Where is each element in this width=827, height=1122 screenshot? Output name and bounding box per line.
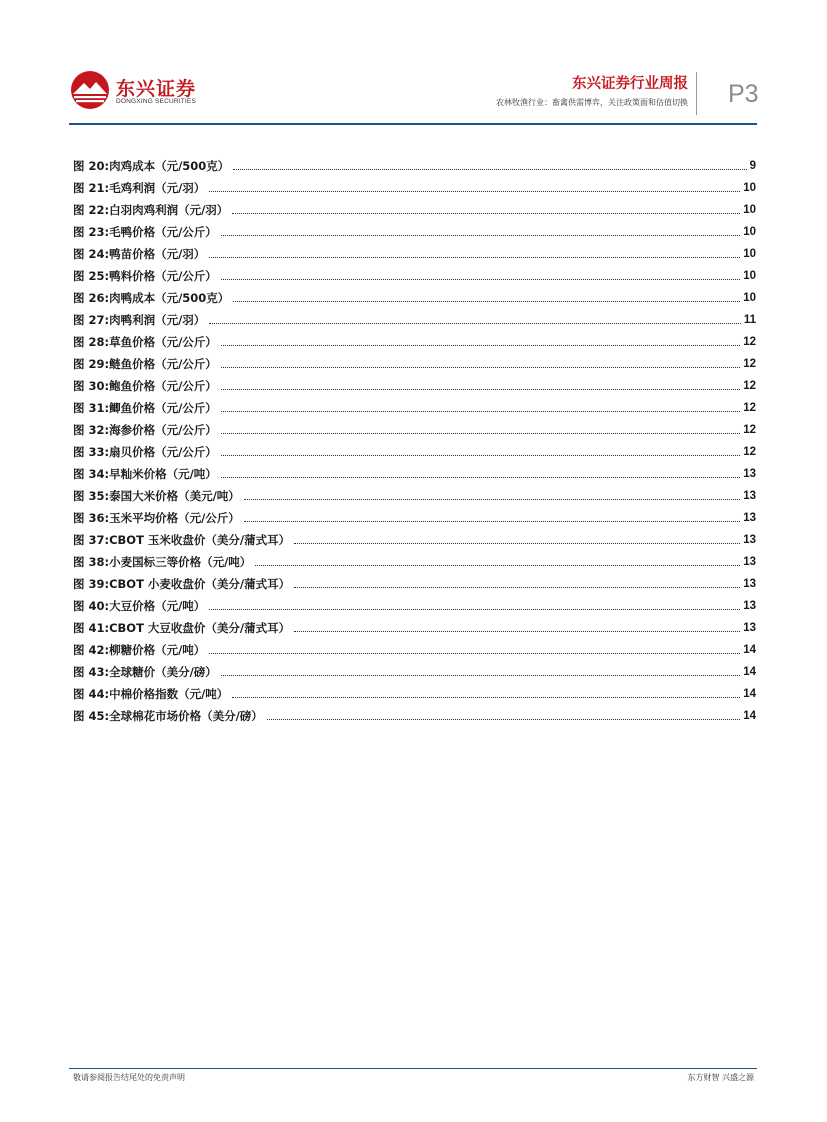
toc-dot-leader: [221, 234, 740, 236]
toc-entry-label: 图 30:鲍鱼价格（元/公斤）: [73, 379, 217, 393]
toc-entry[interactable]: [73, 261, 756, 283]
toc-entry-page: 12: [743, 402, 756, 414]
toc-entry-label: 图 33:扇贝价格（元/公斤）: [73, 445, 217, 459]
toc-entry[interactable]: [73, 525, 756, 547]
toc-dot-leader: [209, 256, 740, 258]
toc-entry[interactable]: [73, 547, 756, 569]
toc-entry[interactable]: [73, 393, 756, 415]
toc-entry-page: 10: [743, 182, 756, 194]
toc-dot-leader: [232, 212, 740, 214]
toc-entry[interactable]: [73, 591, 756, 613]
toc-dot-leader: [233, 168, 746, 170]
toc-dot-leader: [221, 432, 740, 434]
toc-dot-leader: [209, 322, 741, 324]
toc-dot-leader: [232, 696, 740, 698]
toc-entry[interactable]: [73, 569, 756, 591]
page-number: P3: [728, 80, 759, 108]
toc-entry-label: 图 20:肉鸡成本（元/500克）: [73, 159, 230, 173]
toc-entry-page: 10: [743, 248, 756, 260]
toc-entry-page: 12: [743, 424, 756, 436]
toc-entry-label: 图 42:柳糖价格（元/吨）: [73, 643, 206, 657]
footer-slogan: 东方财智 兴盛之源: [687, 1073, 754, 1082]
toc-entry-label: 图 25:鸭料价格（元/公斤）: [73, 269, 217, 283]
logo-text-en: DONGXING SECURITIES: [116, 98, 197, 105]
page-header: [0, 0, 827, 130]
toc-entry-label: 图 36:玉米平均价格（元/公斤）: [73, 511, 240, 525]
toc-entry-page: 9: [749, 160, 756, 172]
toc-entry[interactable]: [73, 503, 756, 525]
toc-entry-label: 图 22:白羽肉鸡利润（元/羽）: [73, 203, 229, 217]
toc-dot-leader: [294, 542, 740, 544]
logo-emblem-icon: [70, 70, 110, 110]
toc-dot-leader: [221, 344, 740, 346]
toc-entry-label: 图 34:早籼米价格（元/吨）: [73, 467, 217, 481]
toc-entry-label: 图 35:泰国大米价格（美元/吨）: [73, 489, 240, 503]
toc-entry-page: 12: [743, 358, 756, 370]
toc-entry[interactable]: [73, 657, 756, 679]
toc-entry-label: 图 40:大豆价格（元/吨）: [73, 599, 206, 613]
toc-entry-label: 图 44:中棉价格指数（元/吨）: [73, 687, 229, 701]
toc-dot-leader: [221, 388, 740, 390]
toc-entry[interactable]: [73, 635, 756, 657]
toc-entry-page: 12: [743, 336, 756, 348]
toc-entry[interactable]: [73, 349, 756, 371]
toc-entry[interactable]: [73, 415, 756, 437]
toc-dot-leader: [294, 630, 740, 632]
toc-dot-leader: [294, 586, 740, 588]
toc-dot-leader: [209, 190, 740, 192]
toc-entry-page: 14: [743, 644, 756, 656]
toc-entry-label: 图 29:鲢鱼价格（元/公斤）: [73, 357, 217, 371]
toc-entry-label: 图 37:CBOT 玉米收盘价（美分/蒲式耳）: [73, 533, 291, 547]
toc-entry[interactable]: [73, 151, 756, 173]
toc-entry[interactable]: [73, 327, 756, 349]
toc-dot-leader: [221, 674, 740, 676]
toc-dot-leader: [221, 410, 740, 412]
toc-entry-label: 图 32:海参价格（元/公斤）: [73, 423, 217, 437]
toc-dot-leader: [221, 366, 740, 368]
toc-dot-leader: [209, 608, 740, 610]
footer-rule: [69, 1068, 757, 1069]
toc-entry-label: 图 45:全球棉花市场价格（美分/磅）: [73, 709, 263, 723]
toc-entry-label: 图 23:毛鸭价格（元/公斤）: [73, 225, 217, 239]
toc-entry[interactable]: [73, 459, 756, 481]
toc-entry-page: 10: [743, 204, 756, 216]
toc-entry[interactable]: [73, 679, 756, 701]
toc-entry-page: 13: [743, 556, 756, 568]
report-subtitle: 农林牧渔行业：畜禽供需博弈，关注政策面和估值切换: [496, 98, 688, 107]
toc-entry-page: 13: [743, 600, 756, 612]
toc-entry-page: 10: [743, 292, 756, 304]
toc-entry-label: 图 28:草鱼价格（元/公斤）: [73, 335, 217, 349]
toc-entry-page: 14: [743, 666, 756, 678]
footer-disclaimer: 敬请参阅报告结尾处的免责声明: [73, 1073, 185, 1082]
toc-entry-page: 13: [743, 622, 756, 634]
toc-entry[interactable]: [73, 701, 756, 723]
toc-entry-page: 13: [743, 578, 756, 590]
toc-dot-leader: [244, 520, 740, 522]
toc-dot-leader: [209, 652, 740, 654]
toc-entry-label: 图 26:肉鸭成本（元/500克）: [73, 291, 230, 305]
toc-entry-page: 13: [743, 490, 756, 502]
toc-entry[interactable]: [73, 195, 756, 217]
toc-entry-page: 12: [743, 446, 756, 458]
toc-entry[interactable]: [73, 481, 756, 503]
company-logo: [70, 70, 210, 110]
toc-entry-label: 图 21:毛鸡利润（元/羽）: [73, 181, 206, 195]
toc-dot-leader: [255, 564, 740, 566]
toc-entry-label: 图 31:鲫鱼价格（元/公斤）: [73, 401, 217, 415]
toc-dot-leader: [221, 476, 740, 478]
toc-dot-leader: [221, 454, 740, 456]
toc-entry[interactable]: [73, 437, 756, 459]
toc-entry-page: 14: [743, 688, 756, 700]
toc-entry-label: 图 38:小麦国标三等价格（元/吨）: [73, 555, 252, 569]
toc-entry-page: 12: [743, 380, 756, 392]
toc-entry[interactable]: [73, 173, 756, 195]
toc-entry-label: 图 24:鸭苗价格（元/羽）: [73, 247, 206, 261]
toc-entry[interactable]: [73, 283, 756, 305]
toc-entry-label: 图 41:CBOT 大豆收盘价（美分/蒲式耳）: [73, 621, 291, 635]
toc-entry[interactable]: [73, 217, 756, 239]
logo-text-cn: 东兴证券: [116, 78, 197, 100]
toc-entry-page: 11: [743, 314, 756, 326]
toc-entry-label: 图 27:肉鸭利润（元/羽）: [73, 313, 206, 327]
toc-entry-page: 10: [743, 270, 756, 282]
toc-entry[interactable]: [73, 239, 756, 261]
toc-dot-leader: [233, 300, 740, 302]
figure-index-list: [73, 151, 756, 723]
header-rule: [69, 123, 757, 125]
toc-dot-leader: [267, 718, 740, 720]
header-divider: [696, 72, 697, 115]
toc-entry-page: 13: [743, 512, 756, 524]
toc-entry-page: 13: [743, 534, 756, 546]
toc-dot-leader: [244, 498, 740, 500]
toc-entry-page: 10: [743, 226, 756, 238]
toc-entry[interactable]: [73, 305, 756, 327]
toc-entry[interactable]: [73, 371, 756, 393]
report-title: 东兴证券行业周报: [572, 76, 688, 92]
toc-entry-page: 14: [743, 710, 756, 722]
toc-entry-label: 图 43:全球糖价（美分/磅）: [73, 665, 217, 679]
toc-entry-page: 13: [743, 468, 756, 480]
toc-dot-leader: [221, 278, 740, 280]
toc-entry[interactable]: [73, 613, 756, 635]
toc-entry-label: 图 39:CBOT 小麦收盘价（美分/蒲式耳）: [73, 577, 291, 591]
